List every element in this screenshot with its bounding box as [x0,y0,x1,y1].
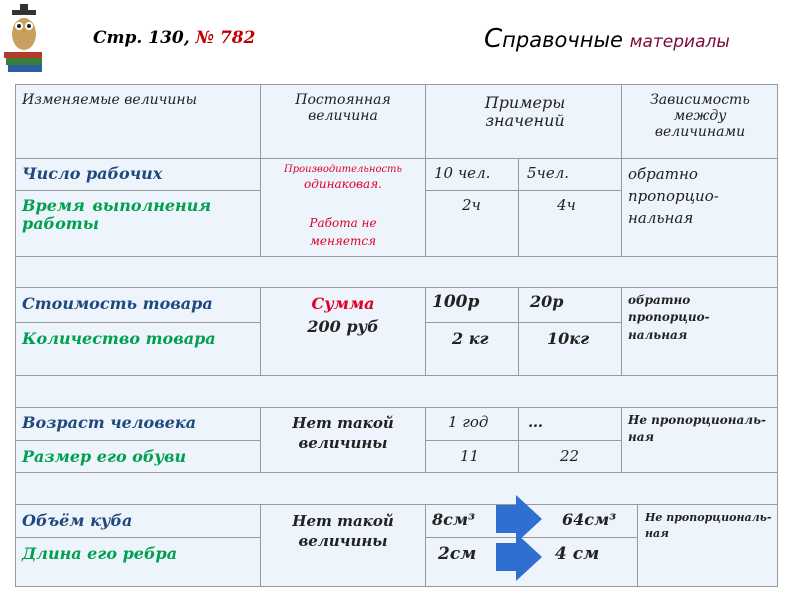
row4-variable-a: Объём куба [22,511,133,530]
column-header-constant: Постоянная величина [295,92,391,125]
row3-value-4: 22 [560,447,580,465]
row3-value-3: 11 [460,447,480,465]
row1-value-3: 2ч [462,196,481,214]
row3-value-2: … [528,413,543,431]
right-arrow-icon-bottom [496,533,542,581]
row1-value-4: 4ч [557,196,576,214]
row4-value-2: 64см³ [562,510,617,529]
row2-value-4: 10кг [547,329,590,348]
page-reference: Стр. 130, [93,28,190,48]
row1-value-1: 10 чел. [434,164,491,182]
column-header-examples: Примеры значений [484,93,566,131]
row2-value-2: 20р [530,292,564,311]
row4-constant: Нет такой величины [292,512,394,550]
row2-variable-b: Количество товара [22,329,216,348]
column-header-dependence: Зависимость между величинами [650,92,750,141]
row4-variable-b: Длина его ребра [22,544,178,563]
row3-variable-b: Размер его обуви [22,447,187,466]
title-word-2: материалы [629,32,730,52]
row2-value-3: 2 кг [452,329,489,348]
row3-constant: Нет такой величины [292,414,394,452]
row2-value-1: 100р [432,292,480,312]
row4-value-3: 2см [438,544,477,564]
row1-variable-b: Время выполнения работы [22,196,212,234]
column-header-changing: Изменяемые величины [22,92,197,108]
title-initial: С [484,24,503,54]
row2-variable-a: Стоимость товара [22,294,213,313]
row1-variable-a: Число рабочих [22,164,163,183]
row1-const-line2: одинаковая. [304,177,382,191]
row3-dependence: Не пропорциональ-ная [628,413,766,444]
row2-const-line2: 200 руб [307,317,379,336]
spacer-row-3 [15,472,778,505]
row1-const-line1: Производительность [283,164,402,175]
row1-value-2: 5чел. [527,164,570,182]
arrow-icons [490,495,550,587]
row2-dependence: обратно пропорцио-нальная [628,293,710,342]
spacer-row-2 [15,375,778,408]
spacer-row-1 [15,256,778,288]
row4-value-1: 8см³ [432,510,476,529]
row1-dependence: обратно пропорцио-нальная [628,165,719,227]
row3-value-1: 1 год [448,413,489,431]
row4-value-4: 4 см [555,544,600,564]
task-number: № 782 [195,28,256,48]
row4-dependence: Не пропорциональ-ная [645,511,772,540]
row3-variable-a: Возраст человека [22,413,197,432]
row2-const-line1: Сумма [311,294,375,313]
title-word-1: правочные [502,28,623,52]
row1-const-line3: Работа не меняется [309,216,377,248]
